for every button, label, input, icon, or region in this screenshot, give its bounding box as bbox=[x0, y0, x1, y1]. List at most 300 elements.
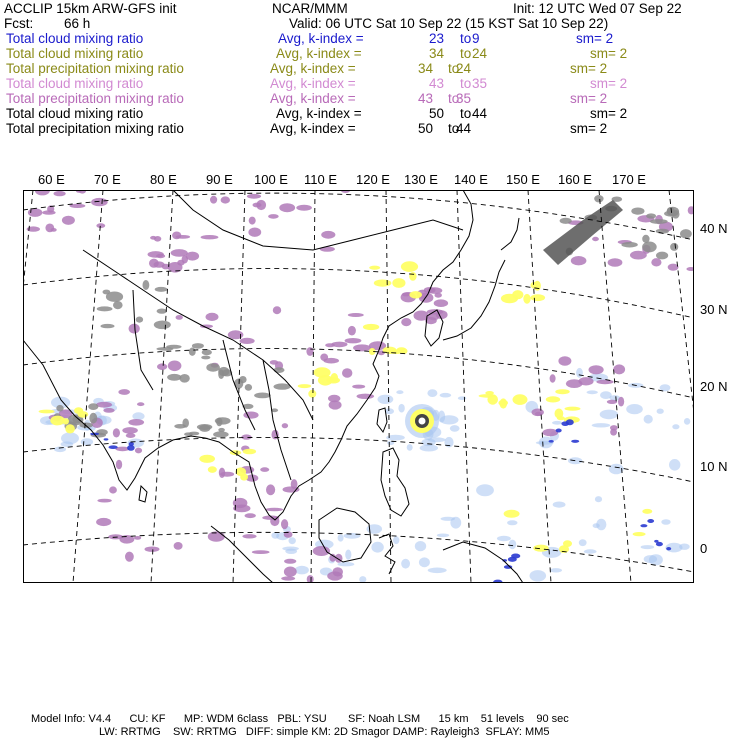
blue-patch bbox=[647, 519, 654, 523]
blue-patch bbox=[640, 524, 647, 527]
yellow-patch bbox=[243, 449, 256, 455]
field-k-from: 34 bbox=[418, 61, 434, 76]
lightblue-patch bbox=[440, 393, 452, 398]
purple-patch bbox=[630, 251, 647, 260]
purple-patch bbox=[571, 256, 587, 265]
header-init-time: Init: 12 UTC Wed 07 Sep 22 bbox=[513, 1, 682, 16]
lightblue-patch bbox=[393, 536, 399, 544]
purple-patch bbox=[103, 408, 114, 413]
field-k-from: 50 bbox=[429, 106, 445, 121]
lightblue-patch bbox=[684, 418, 690, 425]
longitude-label: 70 E bbox=[94, 172, 121, 187]
yellow-patch bbox=[642, 509, 652, 514]
purple-patch bbox=[135, 448, 142, 454]
field-name: Total precipitation mixing ratio bbox=[6, 121, 184, 136]
purple-patch bbox=[266, 484, 275, 495]
field-to: to bbox=[460, 46, 472, 61]
gray-patch bbox=[155, 287, 168, 292]
longitude-label: 140 E bbox=[454, 172, 488, 187]
purple-patch bbox=[134, 536, 141, 540]
field-name: Total precipitation mixing ratio bbox=[6, 91, 184, 106]
purple-patch bbox=[129, 324, 140, 334]
lightblue-patch bbox=[295, 566, 309, 575]
purple-patch bbox=[401, 318, 411, 326]
purple-patch bbox=[242, 534, 256, 538]
longitude-label: 130 E bbox=[404, 172, 438, 187]
purple-patch bbox=[357, 394, 375, 399]
blue-patch bbox=[556, 429, 562, 433]
lightblue-patch bbox=[420, 445, 438, 452]
gray-patch bbox=[213, 431, 229, 437]
lightblue-patch bbox=[441, 517, 456, 521]
lightblue-patch bbox=[338, 562, 355, 566]
gray-patch bbox=[621, 242, 637, 248]
yellow-patch bbox=[546, 396, 560, 402]
field-avg-label: Avg, k-index = bbox=[270, 76, 356, 91]
gray-patch bbox=[97, 306, 113, 311]
purple-patch bbox=[327, 571, 343, 580]
gray-patch bbox=[88, 403, 98, 410]
longitude-label: 60 E bbox=[38, 172, 65, 187]
purple-patch bbox=[613, 364, 625, 374]
field-k-to: 24 bbox=[456, 61, 472, 76]
gray-patch bbox=[182, 418, 189, 427]
purple-patch bbox=[281, 576, 295, 580]
lightblue-patch bbox=[579, 539, 587, 546]
longitude-label: 160 E bbox=[558, 172, 592, 187]
gray-patch bbox=[274, 383, 291, 389]
gray-patch bbox=[106, 292, 123, 302]
purple-patch bbox=[610, 425, 618, 430]
purple-patch bbox=[352, 385, 365, 389]
lightblue-patch bbox=[507, 520, 517, 525]
latitude-label: 20 N bbox=[700, 379, 728, 394]
purple-patch bbox=[542, 429, 558, 437]
purple-patch bbox=[668, 264, 679, 271]
purple-patch bbox=[284, 559, 296, 564]
gray-patch bbox=[245, 384, 252, 391]
lightblue-patch bbox=[626, 404, 643, 414]
purple-patch bbox=[307, 575, 314, 583]
lightblue-patch bbox=[401, 559, 410, 569]
field-smoothing: sm= 2 bbox=[570, 61, 608, 76]
gray-patch bbox=[156, 347, 173, 351]
purple-patch bbox=[177, 260, 184, 266]
gray-patch bbox=[642, 235, 649, 243]
gray-patch bbox=[560, 218, 572, 224]
yellow-patch bbox=[65, 424, 75, 433]
gray-patch bbox=[192, 343, 204, 349]
purple-patch bbox=[145, 547, 160, 552]
lightblue-patch bbox=[497, 536, 511, 541]
lightblue-patch bbox=[407, 444, 413, 451]
purple-patch bbox=[157, 363, 167, 370]
purple-patch bbox=[279, 203, 295, 212]
valid-time: Valid: 06 UTC Sat 10 Sep 22 (15 KST Sat 10 Sep 22) bbox=[289, 16, 609, 31]
yellow-patch bbox=[633, 532, 646, 536]
purple-patch bbox=[248, 228, 261, 237]
lightblue-patch bbox=[282, 547, 299, 551]
footer-model-info-line1: Model Info: V4.4 CU: KF MP: WDM 6class PBL: YSU SF: Noah LSM 15 km 51 levels 90 sec bbox=[31, 713, 569, 725]
purple-patch bbox=[247, 194, 261, 199]
lightblue-patch bbox=[427, 389, 437, 397]
purple-patch bbox=[210, 196, 217, 204]
yellow-patch bbox=[523, 294, 530, 304]
purple-patch bbox=[273, 306, 281, 314]
lightblue-patch bbox=[440, 415, 459, 424]
yellow-patch bbox=[513, 394, 528, 405]
field-avg-label: Avg, k-index = bbox=[276, 106, 362, 121]
field-k-from: 43 bbox=[429, 76, 445, 91]
field-to: to bbox=[460, 76, 472, 91]
lightblue-patch bbox=[672, 424, 679, 429]
lightblue-patch bbox=[576, 368, 583, 378]
latitude-label: 40 N bbox=[700, 221, 728, 236]
purple-patch bbox=[253, 203, 262, 208]
purple-patch bbox=[128, 419, 144, 426]
purple-patch bbox=[252, 550, 270, 554]
field-to: to bbox=[448, 61, 460, 76]
purple-patch bbox=[28, 208, 42, 217]
lightblue-patch bbox=[476, 484, 494, 496]
latitude-label: 10 N bbox=[700, 459, 728, 474]
field-smoothing: sm= 2 bbox=[570, 91, 608, 106]
purple-patch bbox=[345, 338, 362, 343]
field-k-from: 23 bbox=[429, 31, 445, 46]
purple-patch bbox=[321, 231, 335, 239]
field-name: Total cloud mixing ratio bbox=[6, 76, 144, 91]
purple-patch bbox=[219, 468, 225, 478]
purple-patch bbox=[651, 258, 661, 266]
gray-patch bbox=[672, 210, 680, 219]
purple-patch bbox=[174, 542, 183, 550]
longitude-label: 80 E bbox=[150, 172, 177, 187]
gray-patch bbox=[254, 393, 271, 399]
lightblue-patch bbox=[371, 542, 383, 553]
field-avg-label: Avg, k-index = bbox=[270, 91, 356, 106]
purple-patch bbox=[260, 467, 269, 472]
field-to: to bbox=[460, 31, 472, 46]
blue-patch bbox=[549, 440, 554, 443]
lightblue-patch bbox=[132, 412, 144, 420]
purple-patch bbox=[54, 191, 66, 196]
lightblue-patch bbox=[592, 423, 611, 427]
lightblue-patch bbox=[378, 395, 394, 404]
purple-patch bbox=[150, 236, 156, 240]
purple-patch bbox=[607, 400, 617, 404]
gray-patch bbox=[216, 418, 222, 427]
lightblue-patch bbox=[553, 502, 566, 508]
lightblue-patch bbox=[396, 390, 403, 394]
field-smoothing: sm= 2 bbox=[576, 31, 614, 46]
blue-patch bbox=[129, 442, 134, 446]
footer-model-info-line2: LW: RRTMG SW: RRTMG DIFF: simple KM: 2D Smagor DAMP: Rayleigh3 SFLAY: MM5 bbox=[99, 726, 550, 738]
yellow-patch bbox=[374, 280, 392, 287]
purple-patch bbox=[550, 374, 556, 382]
lightblue-patch bbox=[644, 415, 653, 424]
gray-patch bbox=[218, 428, 225, 432]
header-left-title: ACCLIP 15km ARW-GFS init bbox=[4, 1, 177, 16]
longitude-label: 120 E bbox=[356, 172, 390, 187]
purple-patch bbox=[51, 228, 57, 232]
purple-patch bbox=[282, 423, 288, 428]
gray-patch bbox=[113, 301, 123, 309]
yellow-patch bbox=[50, 416, 65, 426]
lightblue-patch bbox=[661, 519, 670, 525]
lightblue-patch bbox=[428, 568, 447, 574]
blue-patch bbox=[656, 542, 663, 546]
field-k-from: 34 bbox=[429, 46, 445, 61]
yellow-patch bbox=[498, 400, 508, 406]
gray-patch bbox=[646, 213, 656, 218]
gray-patch bbox=[143, 280, 150, 290]
purple-patch bbox=[342, 368, 352, 378]
purple-patch bbox=[97, 499, 111, 503]
gray-patch bbox=[206, 363, 220, 371]
forecast-map bbox=[23, 190, 694, 583]
yellow-patch bbox=[479, 394, 496, 398]
lightblue-patch bbox=[289, 537, 296, 544]
gray-patch bbox=[56, 405, 63, 412]
purple-patch bbox=[116, 460, 122, 470]
purple-patch bbox=[348, 313, 364, 317]
purple-patch bbox=[578, 377, 593, 385]
gray-patch bbox=[594, 195, 603, 202]
blue-patch bbox=[566, 419, 574, 425]
purple-patch bbox=[221, 196, 230, 203]
purple-patch bbox=[126, 433, 136, 438]
purple-patch bbox=[266, 508, 284, 512]
field-name: Total cloud mixing ratio bbox=[6, 46, 144, 61]
field-avg-label: Avg, k-index = bbox=[278, 31, 364, 46]
purple-patch bbox=[243, 412, 258, 419]
purple-patch bbox=[171, 249, 188, 257]
longitude-label: 110 E bbox=[304, 172, 338, 187]
gray-patch bbox=[670, 243, 678, 251]
yellow-patch bbox=[401, 261, 418, 272]
gray-patch bbox=[167, 374, 181, 381]
field-to: to bbox=[448, 91, 460, 106]
gray-patch bbox=[274, 367, 285, 373]
gray-patch bbox=[157, 309, 167, 314]
yellow-patch bbox=[199, 455, 215, 463]
yellow-patch bbox=[565, 407, 581, 411]
field-k-to: 24 bbox=[472, 46, 488, 61]
purple-patch bbox=[306, 347, 313, 356]
purple-patch bbox=[148, 251, 164, 258]
yellow-patch bbox=[409, 291, 422, 298]
purple-patch bbox=[296, 205, 312, 211]
blue-patch bbox=[109, 445, 118, 449]
purple-patch bbox=[96, 402, 112, 408]
lightblue-patch bbox=[584, 549, 597, 553]
yellow-patch bbox=[363, 324, 379, 330]
blue-patch bbox=[666, 547, 671, 550]
field-k-to: 35 bbox=[472, 76, 488, 91]
purple-patch bbox=[125, 552, 134, 562]
purple-patch bbox=[558, 356, 571, 365]
yellow-patch bbox=[208, 466, 217, 473]
gray-patch bbox=[189, 348, 196, 356]
yellow-patch bbox=[409, 272, 416, 281]
purple-patch bbox=[96, 223, 105, 228]
lightblue-patch bbox=[530, 570, 547, 581]
typhoon-eye bbox=[405, 404, 439, 438]
purple-patch bbox=[176, 315, 183, 320]
yellow-patch bbox=[63, 418, 69, 424]
purple-patch bbox=[122, 427, 138, 434]
blue-patch bbox=[104, 438, 109, 440]
purple-patch bbox=[168, 361, 182, 372]
purple-patch bbox=[96, 518, 111, 526]
field-smoothing: sm= 2 bbox=[590, 76, 628, 91]
lightblue-patch bbox=[509, 540, 517, 550]
purple-patch bbox=[268, 214, 279, 219]
gray-patch bbox=[650, 219, 668, 224]
lightblue-patch bbox=[600, 410, 618, 420]
gray-patch bbox=[197, 424, 212, 430]
gray-patch bbox=[89, 413, 97, 424]
purple-patch bbox=[245, 513, 256, 518]
yellow-patch bbox=[298, 384, 311, 388]
purple-patch bbox=[249, 217, 256, 225]
purple-patch bbox=[618, 397, 624, 407]
field-to: to bbox=[460, 106, 472, 121]
gray-patch bbox=[136, 317, 143, 323]
yellow-patch bbox=[308, 390, 316, 398]
field-k-to: 9 bbox=[472, 31, 480, 46]
lightblue-patch bbox=[419, 557, 430, 567]
lightblue-patch bbox=[641, 545, 655, 549]
field-k-from: 50 bbox=[418, 121, 434, 136]
yellow-patch bbox=[501, 294, 518, 303]
field-avg-label: Avg, k-index = bbox=[270, 121, 356, 136]
purple-patch bbox=[596, 380, 613, 385]
lightblue-patch bbox=[596, 519, 606, 531]
yellow-patch bbox=[555, 409, 564, 419]
purple-patch bbox=[283, 486, 300, 492]
lightblue-patch bbox=[54, 447, 66, 453]
purple-patch bbox=[320, 354, 328, 361]
field-name: Total cloud mixing ratio bbox=[6, 31, 144, 46]
latitude-label: 30 N bbox=[700, 302, 728, 317]
gray-patch bbox=[680, 229, 692, 238]
purple-patch bbox=[325, 343, 335, 347]
lightblue-patch bbox=[344, 533, 361, 539]
lightblue-patch bbox=[359, 576, 366, 583]
gray-patch bbox=[201, 356, 210, 360]
purple-patch bbox=[172, 232, 181, 240]
field-k-from: 43 bbox=[418, 91, 434, 106]
purple-patch bbox=[91, 198, 108, 206]
gray-patch bbox=[239, 376, 246, 383]
lightblue-patch bbox=[657, 409, 664, 414]
purple-patch bbox=[109, 486, 117, 493]
purple-patch bbox=[434, 299, 448, 307]
field-k-to: 35 bbox=[456, 91, 472, 106]
gray-patch bbox=[642, 242, 657, 253]
field-smoothing: sm= 2 bbox=[590, 106, 628, 121]
blue-patch bbox=[511, 554, 520, 559]
header-center-title: NCAR/MMM bbox=[272, 1, 348, 16]
gray-patch bbox=[179, 374, 189, 383]
lightblue-patch bbox=[552, 421, 562, 425]
gray-patch bbox=[154, 321, 171, 330]
lightblue-patch bbox=[338, 534, 344, 541]
purple-patch bbox=[608, 258, 623, 267]
yellow-patch bbox=[531, 282, 538, 289]
field-smoothing: sm= 2 bbox=[570, 121, 608, 136]
yellow-patch bbox=[74, 407, 83, 414]
lightblue-patch bbox=[458, 396, 466, 400]
field-smoothing: sm= 2 bbox=[590, 46, 628, 61]
yellow-patch bbox=[39, 410, 55, 414]
purple-patch bbox=[118, 389, 130, 395]
yellow-patch bbox=[236, 467, 247, 476]
field-k-to: 44 bbox=[472, 106, 488, 121]
gray-patch bbox=[631, 208, 644, 215]
purple-patch bbox=[281, 519, 288, 529]
gray-patch bbox=[184, 432, 193, 436]
lightblue-patch bbox=[437, 534, 449, 538]
yellow-patch bbox=[392, 278, 405, 288]
lightblue-patch bbox=[669, 459, 680, 471]
yellow-patch bbox=[314, 367, 331, 377]
gray-patch bbox=[101, 324, 115, 328]
gray-patch bbox=[656, 252, 668, 260]
forecast-hour: 66 h bbox=[64, 16, 91, 31]
purple-patch bbox=[228, 330, 244, 339]
purple-patch bbox=[240, 338, 255, 344]
lightblue-patch bbox=[61, 432, 79, 444]
purple-patch bbox=[592, 237, 599, 241]
lightblue-patch bbox=[587, 390, 598, 394]
field-k-to: 44 bbox=[456, 121, 472, 136]
gray-patch bbox=[202, 349, 212, 355]
latitude-label: 0 bbox=[700, 541, 708, 556]
lightblue-patch bbox=[415, 541, 426, 551]
field-name: Total precipitation mixing ratio bbox=[6, 61, 184, 76]
yellow-patch bbox=[369, 266, 380, 270]
lightblue-patch bbox=[595, 496, 602, 502]
lightblue-patch bbox=[398, 404, 404, 413]
lightblue-patch bbox=[550, 568, 562, 572]
purple-patch bbox=[206, 313, 219, 321]
longitude-label: 170 E bbox=[612, 172, 646, 187]
purple-patch bbox=[284, 567, 297, 577]
longitude-label: 100 E bbox=[254, 172, 288, 187]
lightblue-patch bbox=[450, 425, 460, 432]
purple-patch bbox=[427, 309, 444, 314]
field-avg-label: Avg, k-index = bbox=[270, 61, 356, 76]
yellow-patch bbox=[531, 294, 546, 301]
purple-patch bbox=[329, 400, 342, 409]
purple-patch bbox=[313, 546, 330, 556]
yellow-patch bbox=[555, 389, 569, 394]
longitude-label: 150 E bbox=[506, 172, 540, 187]
lightblue-patch bbox=[679, 544, 690, 550]
yellow-patch bbox=[504, 510, 520, 518]
lightblue-patch bbox=[649, 554, 663, 565]
purple-patch bbox=[348, 326, 356, 336]
purple-patch bbox=[113, 428, 120, 437]
field-to: to bbox=[448, 121, 460, 136]
field-avg-label: Avg, k-index = bbox=[276, 46, 362, 61]
purple-patch bbox=[62, 216, 75, 225]
forecast-label: Fcst: bbox=[4, 16, 34, 31]
purple-patch bbox=[154, 261, 165, 267]
lightblue-patch bbox=[345, 550, 351, 560]
